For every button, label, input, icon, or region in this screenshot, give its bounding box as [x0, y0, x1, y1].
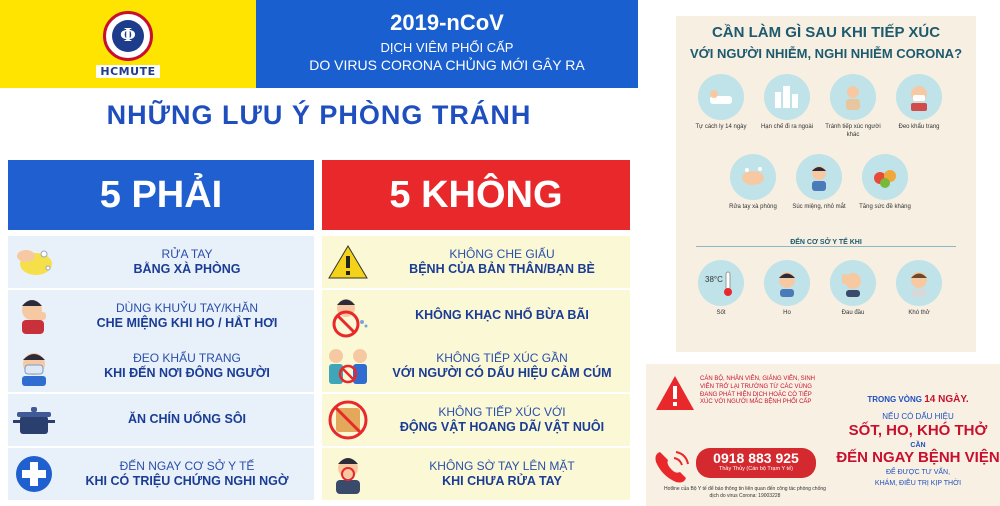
logo-text: HCMUTE	[96, 65, 159, 78]
treatment-line: KHÁM, ĐIỀU TRỊ KỊP THỜI	[874, 480, 962, 487]
item-line-b: CHE MIỆNG KHI HO / HẮT HƠI	[96, 315, 278, 330]
donts-item	[322, 290, 630, 342]
item-line-a: KHÔNG CHE GIẤU	[449, 246, 555, 261]
action-label: Súc miệng, nhỏ mắt	[792, 204, 846, 210]
item-line-b: BỆNH CỦA BẢN THÂN/BẠN BÈ	[409, 261, 595, 276]
warning-icon	[654, 374, 696, 412]
after-contact-poster	[676, 16, 976, 352]
action-label: Hạn chế đi ra ngoài	[760, 124, 814, 130]
action-label: Đeo khẩu trang	[898, 124, 940, 130]
action-label: Tránh tiếp xúc người khác	[825, 124, 881, 138]
item-line-b: KHI CHƯA RỬA TAY	[442, 473, 562, 488]
hand-wash-icon	[730, 154, 776, 200]
dos-item	[8, 340, 314, 392]
university-logo	[103, 11, 153, 61]
item-line-a: ĐẾN NGAY CƠ SỞ Y TẾ	[119, 458, 255, 473]
thermometer-icon	[698, 260, 744, 306]
phone-icon	[650, 446, 692, 488]
cough-icon	[764, 260, 810, 306]
item-line-b: BẰNG XÀ PHÒNG	[133, 261, 241, 276]
no-animal-icon	[322, 396, 374, 444]
item-line-b: KHI ĐẾN NƠI ĐÔNG NGƯỜI	[104, 365, 270, 380]
medical-cross-icon	[8, 450, 60, 498]
header-line2: DO VIRUS CORONA CHỦNG MỚI GÂY RA	[309, 57, 585, 73]
symptoms-line: SỐT, HO, KHÓ THỞ	[848, 422, 988, 439]
item-line-a: KHÔNG TIẾP XÚC GẦN	[436, 350, 568, 365]
divider-label	[676, 239, 976, 246]
donts-item	[322, 236, 630, 288]
within-days-line	[836, 394, 1000, 405]
symptom-label: Đau đầu	[841, 310, 865, 316]
avoid-contact-icon	[830, 74, 876, 120]
item-line-a: ĐEO KHẨU TRANG	[133, 350, 241, 365]
days-count: 14 NGÀY.	[924, 394, 969, 405]
headache-icon	[830, 260, 876, 306]
poster-title-1: CẦN LÀM GÌ SAU KHI TIẾP XÚC	[711, 24, 941, 41]
header-title: 2019-nCoV	[390, 10, 504, 35]
dos-item	[8, 290, 314, 342]
divider-label-text: ĐẾN CƠ SỞ Y TẾ KHI	[786, 239, 866, 246]
fruit-icon	[862, 154, 908, 200]
warning-icon	[322, 238, 374, 286]
hotline-text: Hotline của Bộ Y tế để báo thông tin liên quan đến công tác phòng chống dịch do virus Corona: 19003228	[664, 486, 826, 499]
symptom-label: Khó thở	[908, 310, 930, 316]
divider	[696, 246, 956, 247]
need-line: CẦN	[910, 442, 926, 449]
item-line-b: ĐỘNG VẬT HOANG DÃ/ VẬT NUÔI	[399, 419, 605, 434]
donts-item	[322, 394, 630, 446]
warning-text: CÁN BỘ, NHÂN VIÊN, GIẢNG VIÊN, SINH VIÊN TRỞ LẠI TRƯỜNG TỪ CÁC VÙNG ĐANG PHÁT HIỆN DỊCH HOẶC CÓ TIẾP XÚC VỚI NGƯỜI MẮC BỆNH PHỔI CẤP	[700, 376, 816, 406]
cooking-pot-icon	[8, 396, 60, 444]
poster-header	[256, 0, 638, 88]
action-label: Tăng sức đề kháng	[859, 204, 911, 210]
no-contact-icon	[322, 342, 374, 390]
breathless-icon	[896, 260, 942, 306]
no-spitting-icon	[322, 292, 374, 340]
hand-wash-icon	[8, 238, 60, 286]
dos-item	[8, 394, 314, 446]
item-line-b: ĂN CHÍN UỐNG SÔI	[127, 412, 247, 427]
logo-area	[0, 0, 256, 88]
phone-number: 0918 883 925	[713, 450, 799, 466]
phone-contact-name: Thầy Thủy (Cán bộ Trạm Y tế)	[719, 466, 793, 472]
temp-reading: 38°C	[705, 275, 723, 284]
action-label: Tự cách ly 14 ngày	[695, 124, 747, 130]
item-line-a: KHÔNG SỜ TAY LÊN MẶT	[429, 458, 575, 473]
mask-icon	[896, 74, 942, 120]
dos-item	[8, 448, 314, 500]
item-line-b: KHI CÓ TRIỆU CHỨNG NGHI NGỜ	[85, 473, 289, 488]
contact-notice	[646, 364, 1000, 506]
isolation-icon	[698, 74, 744, 120]
city-icon	[764, 74, 810, 120]
logo-symbol: Φ	[112, 20, 144, 52]
consult-line: ĐỂ ĐƯỢC TƯ VẤN,	[885, 469, 951, 476]
item-line-a: KHÔNG TIẾP XÚC VỚI	[438, 404, 566, 419]
symptom-label: Ho	[783, 310, 791, 316]
face-mask-icon	[8, 342, 60, 390]
donts-item	[322, 340, 630, 392]
go-hospital-line: ĐẾN NGAY BỆNH VIỆN	[836, 449, 1000, 466]
cough-cover-icon	[8, 292, 60, 340]
donts-item	[322, 448, 630, 500]
item-line-b: VỚI NGƯỜI CÓ DẤU HIỆU CẢM CÚM	[392, 365, 612, 380]
donts-heading: 5 KHÔNG	[322, 160, 630, 230]
header-line1: DỊCH VIÊM PHỔI CẤP	[380, 40, 514, 55]
symptom-label: Sốt	[716, 310, 726, 316]
if-symptoms-line: NẾU CÓ DẤU HIỆU	[882, 412, 954, 421]
item-line-b: KHÔNG KHẠC NHỔ BỪA BÃI	[415, 308, 589, 323]
gargle-icon	[796, 154, 842, 200]
item-line-a: DÙNG KHUỶU TAY/KHĂN	[115, 300, 259, 315]
action-label: Rửa tay xà phòng	[729, 204, 777, 210]
dos-heading: 5 PHẢI	[8, 160, 314, 230]
dos-item	[8, 236, 314, 288]
item-line-a: RỬA TAY	[161, 246, 213, 261]
main-title: NHỮNG LƯU Ý PHÒNG TRÁNH	[106, 100, 532, 130]
phone-number-pill[interactable]	[696, 448, 816, 478]
within-label: TRONG VÒNG	[867, 395, 922, 404]
no-face-touch-icon	[322, 450, 374, 498]
poster-title-2: VỚI NGƯỜI NHIỄM, NGHI NHIỄM CORONA?	[689, 46, 963, 61]
